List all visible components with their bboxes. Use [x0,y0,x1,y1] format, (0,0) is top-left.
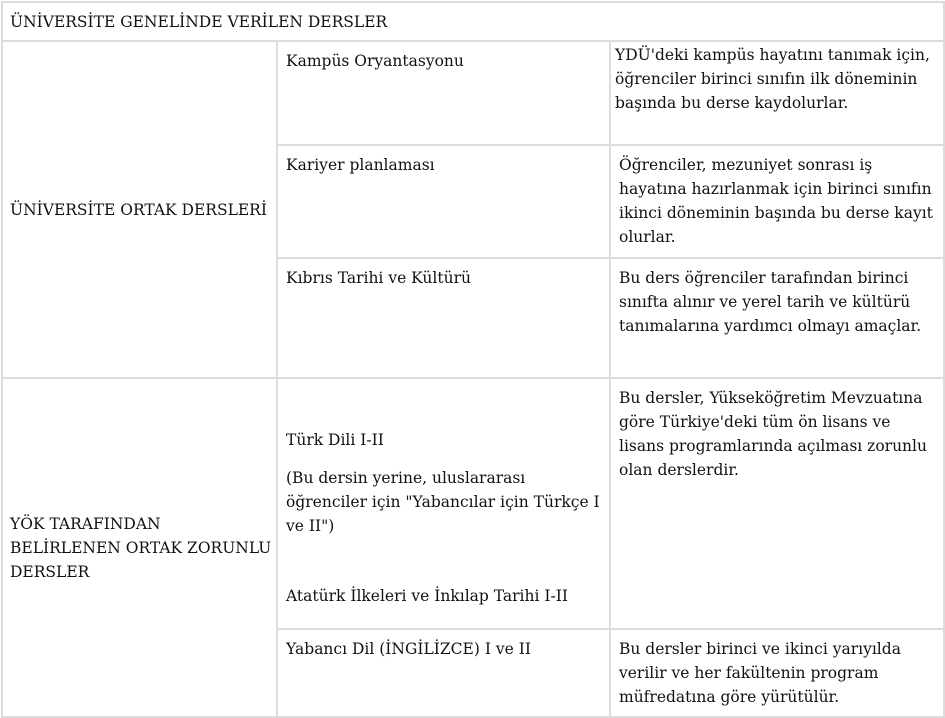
course-name: Yabancı Dil (İNGİLİZCE) I ve II [277,629,610,717]
spacer [286,538,601,584]
group-label-yok-mandatory: YÖK TARAFINDAN BELİRLENEN ORTAK ZORUNLU DERSLER [2,378,277,717]
course-name-cell [277,378,610,629]
course-description: Bu ders öğrenciler tarafından birinci sınıfta alınır ve yerel tarih ve kültürü tanımalarına yardımcı olmayı amaçlar. [610,258,944,378]
course-description: Bu dersler, Yükseköğretim Mevzuatına göre Türkiye'deki tüm ön lisans ve lisans programlarında açılması zorunlu olan derslerdir. [610,378,944,629]
courses-table [1,1,945,718]
course-name: Türk Dili I-II [286,431,384,449]
table-row [2,41,944,145]
course-description: YDÜ'deki kampüs hayatını tanımak için, öğrenciler birinci sınıfın ilk döneminin başında bu derse kaydolurlar. [610,41,944,145]
course-description: Öğrenciler, mezuniyet sonrası iş hayatına hazırlanmak için birinci sınıfın ikinci döneminin başında bu derse kayıt olurlar. [610,145,944,258]
table-title: ÜNİVERSİTE GENELİNDE VERİLEN DERSLER [2,2,944,41]
course-name: Atatürk İlkeleri ve İnkılap Tarihi I-II [286,587,568,605]
course-name: Kıbrıs Tarihi ve Kültürü [277,258,610,378]
course-note: (Bu dersin yerine, uluslararası öğrenciler için "Yabancılar için Türkçe I ve II") [286,469,600,535]
group-label-university-common: ÜNİVERSİTE ORTAK DERSLERİ [2,41,277,378]
course-name: Kariyer planlaması [277,145,610,258]
course-description: Bu dersler birinci ve ikinci yarıyılda verilir ve her fakültenin program müfredatına göre yürütülür. [610,629,944,717]
table-row [2,378,944,629]
table-title-row [2,2,944,41]
course-name: Kampüs Oryantasyonu [277,41,610,145]
